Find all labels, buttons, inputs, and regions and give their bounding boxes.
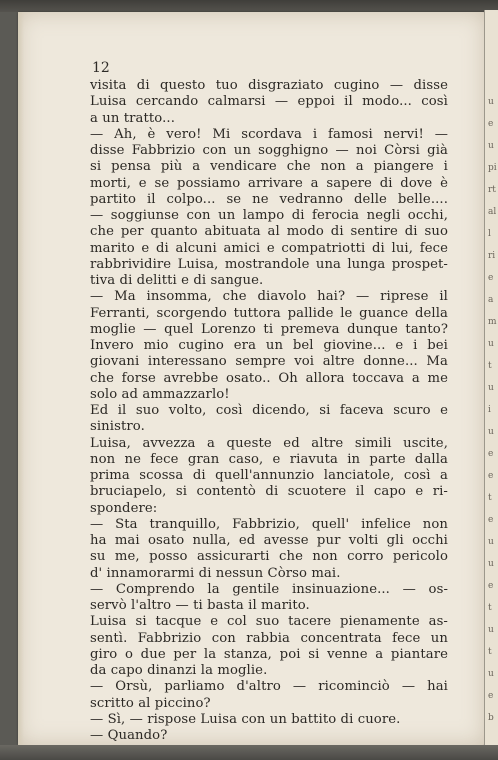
adjacent-page-letter: t: [488, 603, 492, 613]
text-line: rabbrividire Luisa, mostrandole una lunga prospet-: [90, 256, 448, 272]
adjacent-page-letter: u: [488, 537, 494, 547]
text-line: Luisa, avvezza a queste ed altre simili uscite,: [90, 435, 448, 451]
text-line: d' innamorarmi di nessun Còrso mai.: [90, 565, 341, 581]
text-line: Invero mio cugino era un bel giovine... e i bei: [90, 338, 448, 353]
adjacent-page-edge: [484, 10, 498, 750]
text-line: a un tratto...: [90, 110, 175, 126]
adjacent-page-letter: al: [488, 207, 497, 217]
adjacent-page-letter: u: [488, 339, 494, 349]
adjacent-page-letter: b: [488, 713, 494, 723]
text-line: che forse avrebbe osato.. Oh allora toccava a me: [90, 370, 448, 386]
text-line: Ed il suo volto, così dicendo, si faceva scuro e: [90, 403, 448, 418]
text-line: scritto al piccino?: [90, 695, 211, 711]
adjacent-page-letter: a: [488, 295, 494, 305]
adjacent-page-letter: u: [488, 625, 494, 635]
text-line: visita di questo tuo disgraziato cugino — disse: [90, 78, 448, 93]
text-line: — Sta tranquillo, Fabbrizio, quell' infelice non: [90, 516, 448, 532]
text-line: spondere:: [90, 500, 158, 516]
adjacent-page-letter: t: [488, 647, 492, 657]
text-line: tiva di delitti e di sangue.: [90, 273, 264, 288]
adjacent-page-letter: e: [488, 581, 494, 591]
adjacent-page-letter: ri: [488, 251, 496, 261]
scan-bottom-shadow: [0, 745, 498, 760]
adjacent-page-letter: rt: [488, 185, 496, 195]
text-line: da capo dinanzi la moglie.: [90, 663, 268, 678]
page-number: 12: [92, 60, 110, 76]
adjacent-page-letter: u: [488, 669, 494, 679]
text-line: sentì. Fabbrizio con rabbia concentrata fece un: [90, 630, 448, 646]
text-line: Luisa si tacque e col suo tacere pienamente as-: [90, 614, 448, 630]
body-text: [90, 78, 448, 744]
adjacent-page-letter: t: [488, 493, 492, 503]
adjacent-page-letter: u: [488, 559, 494, 569]
adjacent-page-letter: pi: [488, 163, 497, 173]
text-line: partito il colpo... se ne vedranno delle belle....: [90, 191, 448, 207]
adjacent-page-letter: e: [488, 119, 494, 129]
adjacent-page-letter: m: [488, 317, 497, 327]
text-line: Ferranti, scorgendo tuttora pallide le guance della: [90, 305, 448, 321]
text-line: non ne fece gran caso, e riavuta in parte dalla: [90, 451, 448, 467]
text-line: ha mai osato nulla, ed avesse pur volti gli occhi: [90, 533, 448, 548]
adjacent-page-letter: u: [488, 97, 494, 107]
text-line: disse Fabbrizio con un sogghigno — noi Còrsi già: [90, 143, 448, 158]
adjacent-page-letter: e: [488, 449, 494, 459]
adjacent-page-letter: u: [488, 383, 494, 393]
text-line: bruciapelo, si contentò di scuotere il capo e ri-: [90, 484, 448, 500]
text-line: sinistro.: [90, 419, 145, 435]
page-gutter-shading: [18, 12, 24, 745]
text-line: — Orsù, parliamo d'altro — ricominciò — hai: [90, 679, 448, 695]
adjacent-page-letter: u: [488, 141, 494, 151]
adjacent-page-letter: t: [488, 361, 492, 371]
adjacent-page-letter: e: [488, 273, 494, 283]
adjacent-page-letter: e: [488, 471, 494, 481]
adjacent-page-letter: u: [488, 427, 494, 437]
text-line: Luisa cercando calmarsi — eppoi il modo... così: [90, 94, 448, 110]
text-line: — Ma insomma, che diavolo hai? — riprese il: [90, 289, 448, 305]
adjacent-page-letter: e: [488, 691, 494, 701]
text-line: — soggiunse con un lampo di ferocia negli occhi,: [90, 208, 448, 223]
text-line: morti, e se possiamo arrivare a sapere di dove è: [90, 175, 448, 191]
text-line: marito e di alcuni amici e compatriotti di lui, fece: [90, 240, 448, 256]
scan-top-shadow: [0, 0, 498, 12]
text-line: giro o due per la stanza, poi si venne a piantare: [90, 646, 448, 662]
text-line: — Sì, — rispose Luisa con un battito di cuore.: [90, 711, 401, 727]
adjacent-page-letter: e: [488, 515, 494, 525]
text-line: su me, posso assicurarti che non corro pericolo: [90, 549, 448, 565]
text-line: si pensa più a vendicare che non a piangere i: [90, 159, 448, 175]
adjacent-page-letter: i: [488, 405, 491, 415]
text-line: servò l'altro — ti basta il marito.: [90, 598, 310, 613]
text-line: moglie — quel Lorenzo ti premeva dunque tanto?: [90, 321, 448, 337]
text-line: che per quanto abituata al modo di sentire di suo: [90, 224, 448, 240]
text-line: prima scossa di quell'annunzio lanciatole, così a: [90, 468, 448, 483]
text-line: giovani interessano sempre voi altre donne... Ma: [90, 354, 448, 370]
text-line: — Quando?: [90, 728, 168, 743]
text-line: solo ad ammazzarlo!: [90, 386, 230, 402]
text-line: — Ah, è vero! Mi scordava i famosi nervi! —: [90, 126, 448, 142]
text-line: — Comprendo la gentile insinuazione... — os-: [90, 581, 448, 597]
adjacent-page-letter: l: [488, 229, 491, 239]
